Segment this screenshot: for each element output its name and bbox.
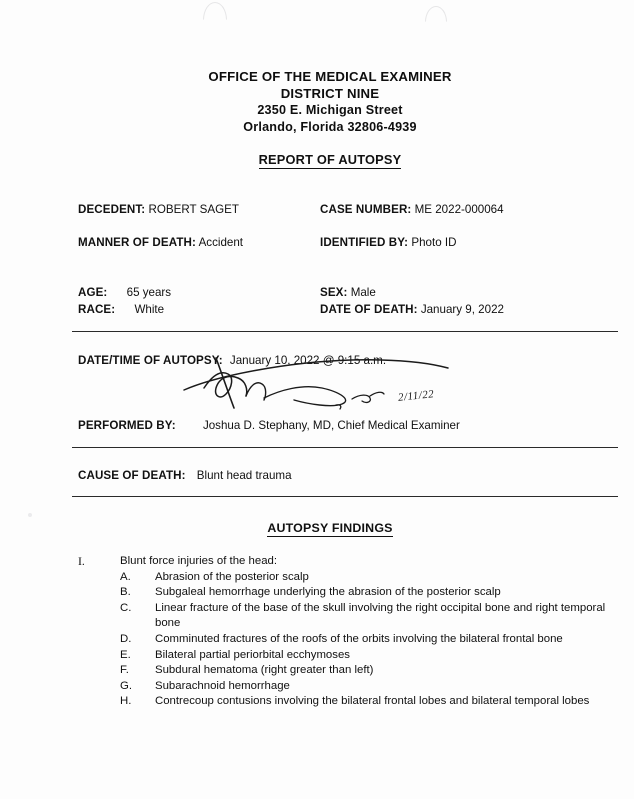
list-item [78, 694, 606, 710]
finding-text: Subdural hematoma (right greater than left) [155, 664, 374, 677]
page-title-text: REPORT OF AUTOPSY [258, 152, 402, 167]
finding-letter: B. [120, 586, 131, 599]
autopsy-datetime-value: January 10, 2022 @ 9:15 a.m. [229, 354, 387, 367]
finding-letter: G. [120, 679, 133, 692]
finding-letter: D. [120, 632, 132, 645]
list-item [78, 570, 606, 586]
age-value: 65 years [126, 286, 172, 299]
case-number-value: ME 2022-000064 [414, 203, 504, 216]
finding-letter: C. [120, 601, 132, 614]
decedent-value: ROBERT SAGET [148, 203, 239, 216]
findings-heading-text: AUTOPSY FINDINGS [267, 521, 393, 535]
identified-by-label: IDENTIFIED BY: [320, 236, 409, 249]
cause-of-death-label: CAUSE OF DEATH: [78, 469, 186, 482]
horizontal-rule [72, 447, 618, 448]
date-of-death-value: January 9, 2022 [420, 303, 504, 316]
letterhead-district: DISTRICT NINE [280, 86, 380, 101]
finding-text: Abrasion of the posterior scalp [155, 570, 309, 583]
list-item [78, 601, 606, 632]
letterhead-organization: OFFICE OF THE MEDICAL EXAMINER [208, 69, 452, 84]
field-date-of-death [320, 303, 504, 316]
finding-text: Linear fracture of the base of the skull involving the right occipital bone and right temporal bone [155, 601, 606, 630]
finding-group-heading-text: Blunt force injuries of the head: [120, 555, 278, 567]
field-manner-of-death [78, 236, 243, 249]
letterhead-city-state-zip: Orlando, Florida 32806-4939 [243, 120, 417, 134]
sex-label: SEX: [320, 286, 348, 299]
page-title [0, 152, 634, 167]
list-item [78, 663, 606, 679]
performed-by-label: PERFORMED BY: [78, 419, 176, 432]
sex-value: Male [350, 286, 376, 299]
findings-list [78, 554, 606, 710]
finding-text: Comminuted fractures of the roofs of the orbits involving the bilateral frontal bone [155, 632, 563, 645]
findings-heading [0, 521, 634, 535]
horizontal-rule [72, 331, 618, 332]
list-item [78, 679, 606, 695]
autopsy-datetime-label: DATE/TIME OF AUTOPSY: [78, 354, 223, 367]
letterhead-street: 2350 E. Michigan Street [257, 103, 403, 117]
scan-speck-icon [28, 513, 32, 517]
identified-by-value: Photo ID [411, 236, 457, 249]
finding-text: Contrecoup contusions involving the bilateral frontal lobes and bilateral temporal lobes [155, 695, 590, 708]
row-autopsy-datetime [78, 354, 618, 367]
race-label: RACE: [78, 303, 116, 316]
case-number-label: CASE NUMBER: [320, 203, 412, 216]
finding-group [78, 554, 606, 710]
row-performed-by [78, 419, 618, 432]
field-decedent [78, 203, 239, 216]
date-of-death-label: DATE OF DEATH: [320, 303, 418, 316]
decedent-label: DECEDENT: [78, 203, 146, 216]
finding-text: Bilateral partial periorbital ecchymoses [155, 648, 350, 661]
performed-by-value: Joshua D. Stephany, MD, Chief Medical Examiner [202, 419, 460, 432]
finding-letter: A. [120, 570, 131, 583]
field-identified-by [320, 236, 457, 249]
field-case-number [320, 203, 504, 216]
finding-letter: E. [120, 648, 131, 661]
race-value: White [134, 303, 165, 316]
finding-text: Subarachnoid hemorrhage [155, 679, 290, 692]
list-item [78, 632, 606, 648]
finding-group-heading [78, 554, 606, 570]
field-sex [320, 286, 376, 299]
finding-letter: F. [120, 664, 129, 677]
list-item [78, 648, 606, 664]
letterhead [0, 68, 634, 136]
scan-artifact-icon [425, 6, 447, 22]
cause-of-death-value: Blunt head trauma [196, 469, 292, 482]
manner-of-death-value: Accident [198, 236, 244, 249]
horizontal-rule [72, 496, 618, 497]
age-label: AGE: [78, 286, 108, 299]
finding-group-numeral: I. [78, 554, 85, 568]
scan-artifact-icon [203, 2, 227, 20]
field-race [78, 303, 164, 316]
row-cause-of-death [78, 469, 618, 482]
finding-text: Subgaleal hemorrhage underlying the abrasion of the posterior scalp [155, 586, 501, 599]
list-item [78, 585, 606, 601]
manner-of-death-label: MANNER OF DEATH: [78, 236, 196, 249]
signature-date: 2/11/22 [397, 388, 435, 404]
finding-sub-list [78, 570, 606, 710]
field-age [78, 286, 171, 299]
finding-letter: H. [120, 695, 132, 708]
